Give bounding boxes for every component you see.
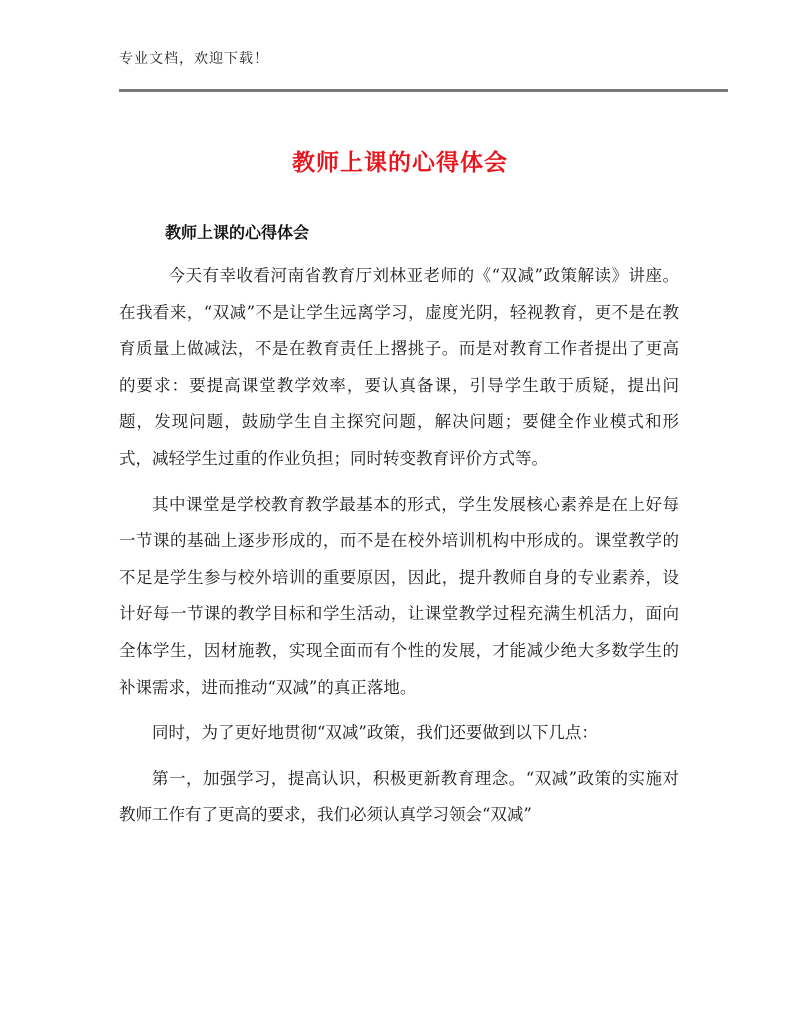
document-title: 教师上课的心得体会	[292, 150, 508, 176]
paragraph: 同时，为了更好地贯彻“双减”政策，我们还要做到以下几点：	[152, 723, 598, 743]
paragraph: 其中课堂是学校教育教学最基本的形式，学生发展核心素养是在上好每一节课的基础上逐步形成的，而不是在校外培训机构中形成的。课堂教学的不足是学生参与校外培训的重要原因，因此，提升教师自身的专业素养，设计好每一节课的教学目标和学生活动，让课堂教学过程充满生机活力，面向全体学生，因材施教，实现全面而有个性的发展，才能减少绝大多数学生的补课需求，进而推动“双减”的真正落地。	[119, 494, 679, 697]
paragraph: 今天有幸收看河南省教育厅刘林亚老师的《“双减”政策解读》讲座。在我看来，“双减”不是让学生远离学习，虚度光阴，轻视教育，更不是在教育质量上做减法，不是在教育责任上撂挑子。而是对教育工作者提出了更高的要求：要提高课堂教学效率，要认真备课，引导学生敢于质疑，提出问题，发现问题，鼓励学生自主探究问题，解决问题；要健全作业模式和形式，减轻学生过重的作业负担；同时转变教育评价方式等。	[119, 266, 679, 468]
document-body	[119, 258, 679, 843]
header-divider	[119, 89, 728, 92]
paragraph: 第一，加强学习，提高认识，积极更新教育理念。“双减”政策的实施对教师工作有了更高的要求，我们必须认真学习领会“双减”	[119, 768, 679, 825]
header-note: 专业文档，欢迎下载！	[119, 51, 269, 67]
section-heading: 教师上课的心得体会	[165, 223, 310, 242]
